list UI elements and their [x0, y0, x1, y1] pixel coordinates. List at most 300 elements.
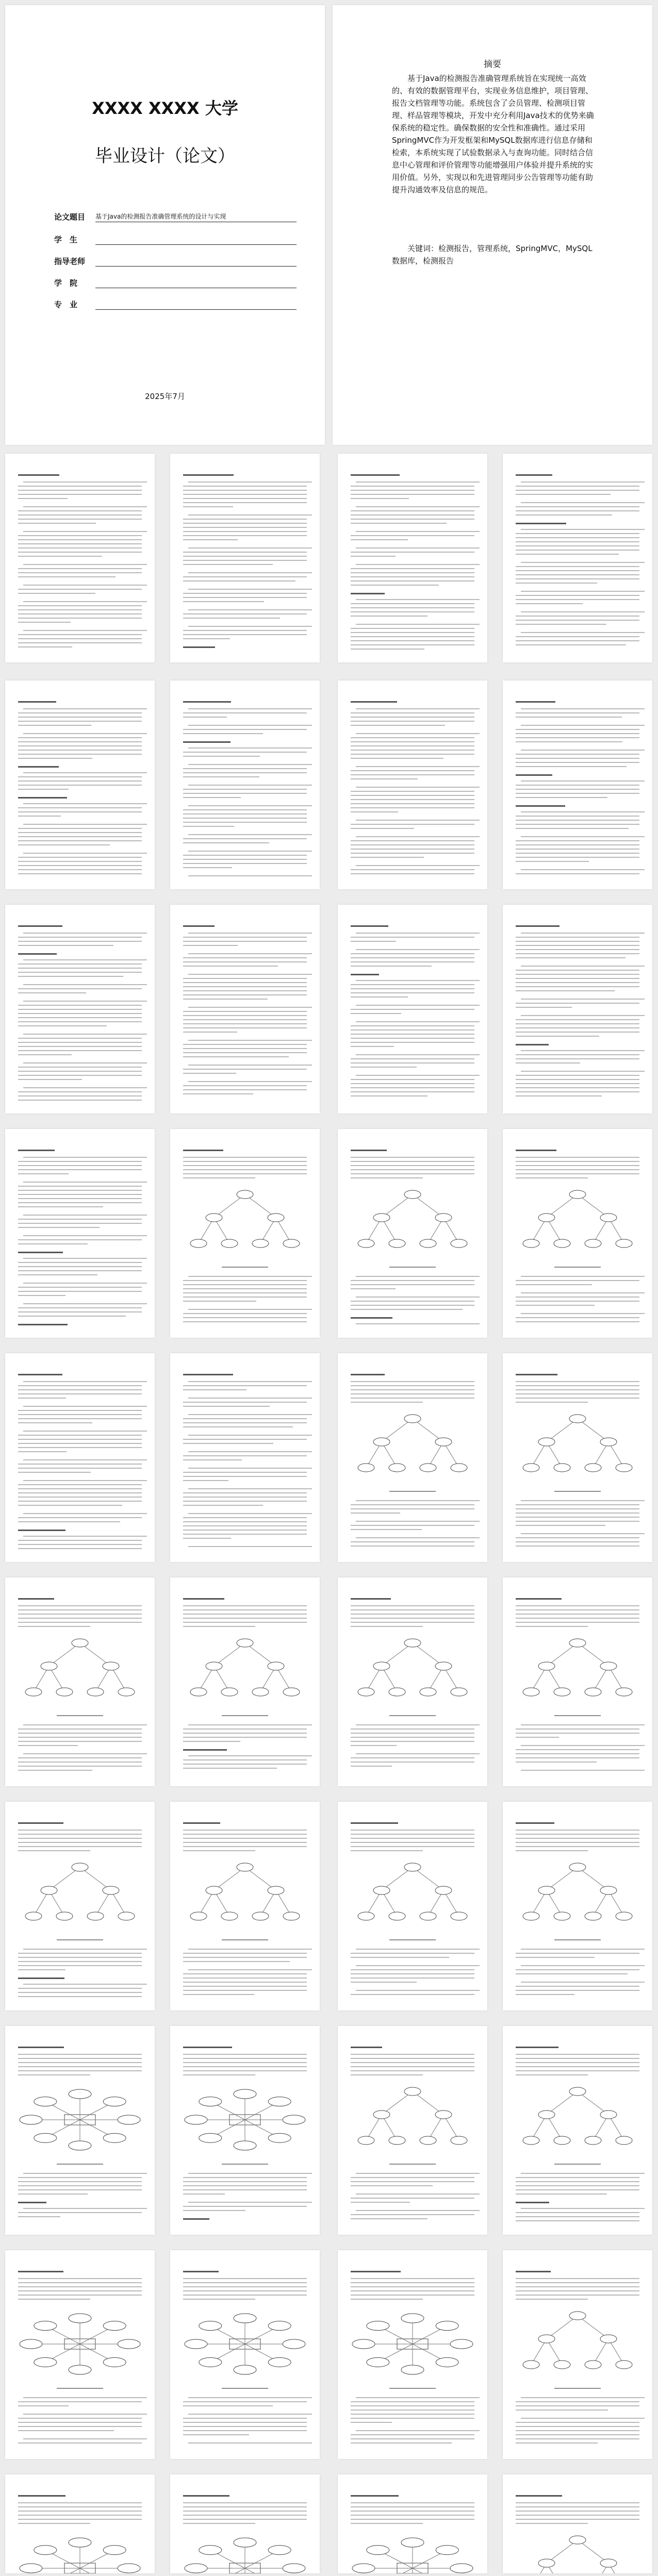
text-line	[18, 572, 142, 573]
text-line	[356, 2173, 480, 2174]
flow-node	[435, 1886, 452, 1894]
text-line	[351, 799, 474, 800]
attribute-oval	[103, 2546, 126, 2555]
text-line	[57, 2388, 103, 2389]
text-line	[351, 996, 408, 998]
flow-node	[554, 2136, 570, 2145]
text-line	[18, 758, 92, 759]
text-line	[521, 1982, 645, 1983]
text-line	[23, 1406, 147, 1407]
text-line	[183, 1480, 228, 1481]
text-line	[351, 2218, 427, 2219]
text-line	[351, 607, 474, 608]
text-line	[183, 752, 307, 753]
text-line	[183, 1288, 307, 1289]
text-line	[183, 1284, 307, 1285]
flow-node	[435, 1214, 452, 1222]
text-line	[188, 1969, 312, 1970]
page-thumbnail	[338, 1129, 487, 1338]
text-line	[18, 1190, 142, 1191]
text-line	[356, 1990, 480, 1991]
text-line	[23, 984, 147, 985]
text-line	[188, 1398, 312, 1399]
text-line	[183, 2177, 307, 2178]
text-line	[188, 1065, 312, 1066]
diagram-figure	[348, 1859, 477, 1932]
text-line	[516, 2181, 639, 2182]
text-line	[516, 2189, 639, 2190]
text-line	[351, 717, 474, 718]
text-line	[351, 2442, 452, 2444]
text-line	[356, 1753, 480, 1754]
text-line	[351, 494, 474, 495]
flow-node	[389, 2136, 405, 2145]
flow-node	[283, 1688, 300, 1696]
flow-node	[404, 1639, 421, 1647]
text-line	[516, 1389, 639, 1390]
text-line	[521, 1949, 645, 1950]
thesis-subtitle: 毕业设计（论文）	[95, 146, 235, 167]
text-line	[18, 836, 142, 837]
text-line	[351, 632, 474, 633]
text-line	[351, 2523, 423, 2524]
text-line	[183, 1011, 307, 1012]
text-line	[188, 834, 312, 835]
text-line	[183, 1093, 253, 1094]
attribute-oval	[268, 2097, 291, 2106]
text-line	[516, 1007, 572, 1008]
text-line	[18, 807, 142, 808]
text-line	[183, 506, 233, 507]
diagram-figure	[15, 1635, 144, 1707]
text-line	[18, 1075, 142, 1076]
text-line	[188, 764, 312, 765]
text-line	[351, 1761, 474, 1763]
text-line	[516, 1842, 639, 1843]
text-line	[351, 961, 474, 962]
text-line	[18, 2202, 46, 2203]
text-line	[18, 1622, 142, 1623]
text-line	[23, 2173, 147, 2174]
text-line	[18, 2181, 142, 2182]
page-thumbnail	[170, 1129, 320, 1338]
text-line	[183, 2290, 307, 2291]
text-line	[351, 2271, 401, 2272]
text-line	[356, 531, 480, 532]
text-line	[183, 1374, 233, 1375]
flow-node	[268, 1662, 284, 1670]
text-line	[188, 1451, 312, 1452]
text-line	[18, 1173, 69, 1174]
university-name: XXXX XXXX 大学	[92, 98, 238, 118]
text-line	[351, 1009, 474, 1010]
text-line	[18, 745, 142, 746]
text-line	[18, 2506, 142, 2507]
text-line	[18, 2062, 142, 2063]
flow-node	[358, 1239, 374, 1248]
text-line	[18, 2271, 63, 2272]
text-line	[23, 933, 147, 934]
text-line	[516, 2202, 549, 2203]
flow-node	[538, 2559, 555, 2567]
text-line	[183, 1850, 255, 1851]
text-line	[351, 701, 397, 703]
text-line	[183, 2299, 255, 2300]
text-line	[351, 640, 474, 641]
text-line	[516, 990, 615, 991]
flow-node	[554, 1464, 570, 1472]
text-line	[183, 1073, 236, 1074]
text-line	[516, 1830, 639, 1831]
text-line	[516, 1157, 639, 1158]
flow-node	[389, 1912, 405, 1920]
text-line	[222, 1715, 268, 1716]
text-line	[516, 514, 612, 516]
text-line	[18, 1042, 142, 1043]
text-line	[516, 945, 639, 946]
cover-field-value	[95, 236, 297, 245]
text-line	[516, 2401, 639, 2402]
text-line	[18, 1988, 142, 1989]
page-thumbnail	[170, 454, 320, 662]
page-thumbnail	[5, 905, 155, 1114]
attribute-oval	[199, 2546, 222, 2555]
text-line	[18, 2047, 64, 2048]
text-line	[516, 1994, 574, 1995]
flow-node	[283, 1239, 300, 1248]
text-line	[18, 725, 91, 726]
text-line	[23, 2397, 147, 2398]
text-line	[183, 2185, 307, 2186]
text-line	[351, 1850, 423, 1851]
text-line	[18, 1996, 142, 1997]
attribute-oval	[103, 2321, 126, 2331]
text-line	[23, 1235, 147, 1236]
text-line	[521, 966, 645, 967]
text-line	[516, 1761, 597, 1763]
text-line	[516, 1846, 639, 1847]
text-line	[18, 1969, 65, 1970]
text-line	[18, 589, 142, 590]
text-line	[351, 514, 474, 516]
text-line	[18, 1605, 142, 1606]
text-line	[516, 1973, 628, 1974]
text-line	[351, 2177, 474, 2178]
text-line	[18, 1095, 142, 1096]
page-thumbnail	[503, 905, 652, 1114]
text-line	[351, 1402, 423, 1403]
text-line	[18, 1389, 142, 1390]
text-line	[18, 992, 86, 993]
text-line	[18, 2212, 142, 2213]
text-line	[23, 733, 147, 734]
text-line	[183, 2054, 307, 2055]
text-line	[183, 1472, 307, 1473]
text-line	[516, 1003, 639, 1004]
text-line	[183, 2066, 307, 2067]
text-line	[183, 986, 307, 987]
text-line	[18, 1410, 142, 1411]
flow-node	[56, 1912, 73, 1920]
text-line	[351, 1626, 423, 1627]
flow-node	[538, 1662, 555, 1670]
text-line	[389, 2164, 436, 2165]
flow-node	[118, 1688, 135, 1696]
attribute-oval	[20, 2564, 42, 2573]
flow-node	[538, 2335, 555, 2343]
text-line	[516, 805, 565, 807]
text-line	[18, 1316, 126, 1317]
text-line	[18, 1091, 142, 1092]
text-line	[516, 599, 639, 600]
text-line	[356, 1075, 480, 1076]
attribute-oval	[367, 2357, 389, 2367]
text-line	[516, 2442, 598, 2444]
text-line	[351, 1508, 474, 1509]
text-line	[351, 1083, 474, 1084]
text-line	[183, 1953, 307, 1954]
text-line	[183, 1497, 307, 1498]
text-line	[18, 1468, 142, 1469]
text-line	[183, 618, 280, 619]
text-line	[516, 857, 639, 858]
diagram-figure	[180, 1187, 309, 1259]
text-line	[351, 712, 474, 713]
text-line	[18, 1252, 63, 1253]
text-line	[351, 1389, 474, 1390]
text-line	[389, 1491, 436, 1492]
text-line	[18, 712, 142, 713]
text-line	[18, 2185, 142, 2186]
text-line	[18, 2299, 90, 2300]
text-line	[18, 2070, 142, 2071]
flow-node	[585, 1464, 601, 1472]
text-line	[18, 1733, 142, 1734]
text-line	[183, 1986, 307, 1987]
text-line	[356, 564, 480, 565]
diagram-figure	[513, 1187, 642, 1259]
text-line	[18, 1846, 142, 1847]
text-line	[18, 535, 142, 536]
text-line	[351, 1029, 474, 1031]
attribute-oval	[20, 2339, 42, 2349]
flow-node	[72, 1639, 88, 1647]
text-line	[183, 556, 307, 557]
text-line	[516, 793, 639, 794]
text-line	[521, 869, 645, 870]
page-thumbnail	[503, 1577, 652, 1786]
flow-node	[451, 2136, 467, 2145]
text-line	[516, 2212, 639, 2213]
flow-node	[616, 1688, 632, 1696]
text-line	[18, 1385, 142, 1386]
flow-node	[41, 1886, 57, 1894]
text-line	[356, 2193, 480, 2195]
text-line	[183, 855, 307, 856]
text-line	[23, 1753, 147, 1754]
attribute-oval	[118, 2115, 140, 2124]
text-line	[23, 531, 147, 532]
text-line	[351, 974, 379, 975]
text-line	[356, 2397, 480, 2398]
text-line	[356, 949, 480, 950]
text-line	[183, 1501, 307, 1502]
text-line	[188, 1546, 312, 1547]
text-line	[183, 1048, 307, 1049]
text-line	[351, 941, 396, 942]
text-line	[18, 519, 142, 520]
flow-node	[358, 2136, 374, 2145]
text-line	[516, 1280, 639, 1281]
text-line	[18, 797, 67, 799]
text-line	[183, 826, 234, 827]
text-line	[18, 1451, 67, 1452]
text-line	[351, 1745, 397, 1746]
text-line	[23, 853, 147, 854]
flow-node	[252, 1912, 269, 1920]
text-line	[18, 2511, 142, 2512]
text-line	[351, 2438, 474, 2439]
text-line	[183, 2047, 232, 2048]
text-line	[521, 811, 645, 812]
text-line	[351, 1529, 422, 1530]
attribute-oval	[234, 2314, 256, 2323]
text-line	[351, 636, 474, 637]
text-line	[521, 1071, 645, 1072]
text-line	[516, 853, 639, 854]
text-line	[351, 1545, 474, 1547]
cover-field-student	[54, 234, 297, 245]
text-line	[18, 2519, 142, 2520]
text-line	[57, 1715, 103, 1716]
text-line	[516, 1822, 554, 1824]
text-line	[18, 1540, 142, 1541]
text-line	[356, 1054, 480, 1055]
attribute-oval	[34, 2357, 57, 2367]
text-line	[351, 803, 474, 804]
diagram-figure	[513, 1635, 642, 1707]
text-line	[188, 725, 312, 726]
text-line	[351, 1150, 387, 1151]
text-line	[183, 1961, 290, 1962]
attribute-oval	[234, 2141, 256, 2150]
text-line	[521, 999, 645, 1000]
text-line	[183, 1530, 307, 1531]
text-line	[356, 506, 480, 507]
text-line	[183, 638, 230, 639]
text-line	[23, 803, 147, 804]
flow-node	[358, 1688, 374, 1696]
text-line	[516, 729, 639, 730]
text-line	[183, 717, 227, 718]
text-line	[18, 1766, 142, 1767]
page-thumbnail	[5, 2250, 155, 2459]
text-line	[356, 820, 480, 821]
text-line	[183, 2434, 249, 2435]
text-line	[18, 717, 142, 718]
flow-node	[569, 1639, 586, 1647]
text-line	[183, 772, 307, 773]
text-line	[188, 1468, 312, 1469]
text-line	[183, 535, 307, 536]
text-line	[183, 813, 307, 815]
flow-node	[358, 1912, 374, 1920]
text-line	[18, 1071, 142, 1072]
text-line	[351, 1058, 474, 1059]
text-line	[183, 1169, 307, 1170]
attribute-oval	[199, 2357, 222, 2367]
text-line	[351, 580, 474, 581]
text-line	[351, 1305, 474, 1306]
text-line	[18, 2286, 142, 2287]
text-line	[351, 1013, 401, 1014]
text-line	[351, 807, 474, 808]
attribute-oval	[401, 2538, 424, 2547]
text-line	[516, 941, 639, 942]
text-line	[521, 529, 645, 530]
text-line	[521, 481, 645, 483]
attribute-oval	[34, 2097, 57, 2106]
text-line	[183, 1476, 307, 1477]
flow-node	[600, 2559, 617, 2567]
text-line	[183, 937, 307, 938]
flow-node	[268, 1214, 284, 1222]
text-line	[351, 2422, 392, 2423]
page-thumbnail	[5, 1129, 155, 1338]
text-line	[516, 1614, 639, 1615]
text-line	[23, 1062, 147, 1063]
text-line	[23, 1087, 147, 1088]
text-line	[351, 1317, 392, 1319]
text-line	[516, 712, 639, 713]
text-line	[389, 1267, 436, 1268]
text-line	[183, 1842, 307, 1843]
text-line	[516, 1545, 639, 1547]
text-line	[18, 1443, 142, 1444]
text-line	[351, 1038, 474, 1039]
text-line	[356, 1297, 480, 1298]
text-line	[18, 2282, 142, 2283]
text-line	[516, 640, 639, 641]
text-line	[183, 776, 259, 777]
text-line	[351, 754, 474, 755]
flow-node	[389, 1688, 405, 1696]
attribute-oval	[199, 2321, 222, 2331]
text-line	[18, 1374, 62, 1375]
text-line	[183, 2218, 209, 2220]
flow-node	[221, 1688, 238, 1696]
text-line	[516, 2295, 639, 2296]
text-line	[521, 1292, 645, 1293]
page-thumbnail	[338, 905, 487, 1114]
text-line	[183, 1764, 307, 1765]
text-line	[18, 972, 142, 973]
text-line	[18, 1243, 88, 1244]
text-line	[188, 953, 312, 954]
text-line	[516, 494, 611, 495]
text-line	[183, 2418, 307, 2419]
text-line	[18, 1530, 65, 1531]
text-line	[183, 1525, 307, 1526]
text-line	[516, 2519, 639, 2520]
text-line	[351, 1846, 474, 1847]
text-line	[18, 869, 142, 870]
attribute-oval	[199, 2097, 222, 2106]
diagram-figure	[348, 2308, 477, 2380]
flow-node	[237, 1190, 253, 1199]
text-line	[516, 1095, 602, 1096]
text-line	[183, 1598, 224, 1600]
